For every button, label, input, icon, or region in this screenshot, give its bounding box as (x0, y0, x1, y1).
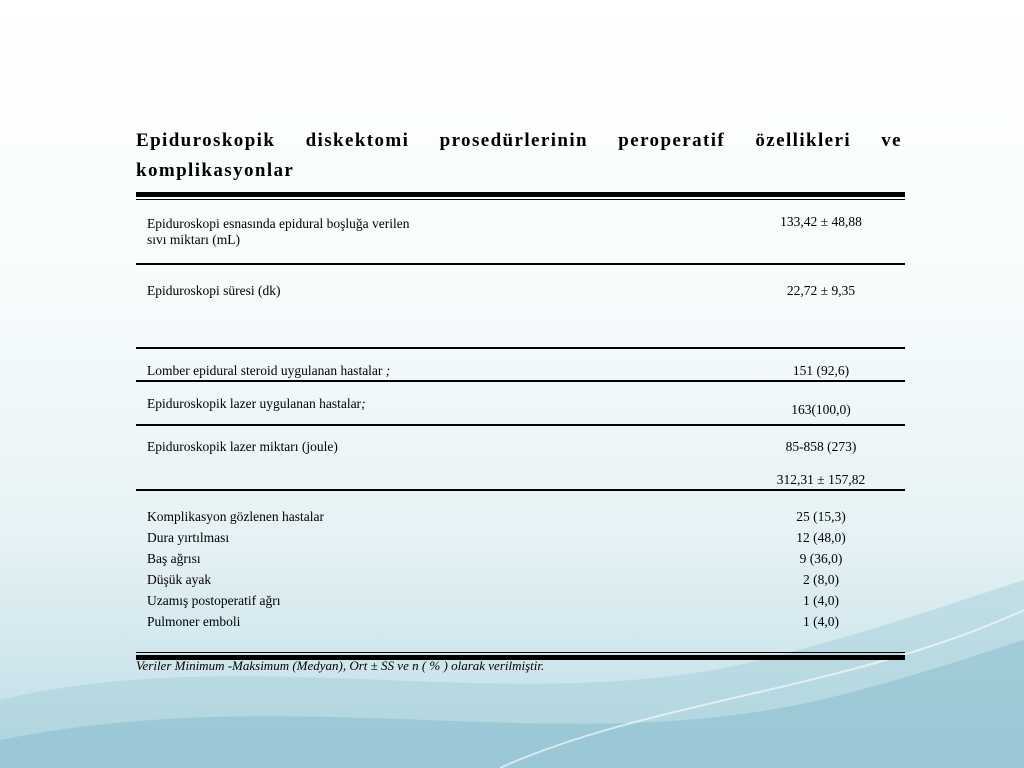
duration-value: 22,72 ± 9,35 (786, 283, 856, 298)
complication-value: 1 (4,0) (803, 593, 839, 608)
laser-amount-mean: 312,31 ± 157,82 (776, 472, 866, 487)
row-divider (136, 263, 905, 265)
laser-amount-median: 85-858 (273) (785, 439, 857, 454)
steroid-value: 151 (92,6) (792, 363, 850, 378)
row-divider (136, 489, 905, 491)
row-divider (136, 380, 905, 382)
row-divider (136, 347, 905, 349)
complication-label: Uzamış postoperatif ağrı (147, 593, 281, 608)
complication-value: 9 (36,0) (799, 551, 843, 566)
duration-label: Epiduroskopi süresi (dk) (147, 283, 281, 298)
slide-title: Epiduroskopik diskektomi prosedürlerinin peroperatif özellikleri ve komplikasyonlar (136, 130, 902, 181)
laser-patients-value: 163(100,0) (791, 402, 851, 417)
table-top-rule-thin (136, 199, 905, 200)
complication-label: Baş ağrısı (147, 551, 201, 566)
steroid-label: Lomber epidural steroid uygulanan hastalar ; (147, 363, 391, 378)
complication-label: Pulmoner emboli (147, 614, 241, 629)
laser-amount-label: Epiduroskopik lazer miktarı (joule) (147, 439, 338, 454)
complication-label: Dura yırtılması (147, 530, 230, 545)
complication-label: Komplikasyon gözlenen hastalar (147, 509, 324, 524)
table-top-rule (136, 192, 905, 197)
complication-value: 1 (4,0) (803, 614, 839, 629)
table-footnote: Veriler Minimum -Maksimum (Medyan), Ort ± SS ve n ( % ) olarak verilmiştir. (136, 658, 545, 673)
complication-value: 12 (48,0) (796, 530, 846, 545)
fluid-volume-label: Epiduroskopi esnasında epidural boşluğa verilen sıvı miktarı (mL) (147, 216, 410, 247)
complication-value: 2 (8,0) (803, 572, 839, 587)
row-divider (136, 424, 905, 426)
table-bottom-rule-thin (136, 652, 905, 653)
complication-label: Düşük ayak (147, 572, 212, 587)
laser-patients-label: Epiduroskopik lazer uygulanan hastalar; (147, 396, 366, 411)
complication-value: 25 (15,3) (796, 509, 846, 524)
fluid-volume-value: 133,42 ± 48,88 (780, 214, 862, 229)
